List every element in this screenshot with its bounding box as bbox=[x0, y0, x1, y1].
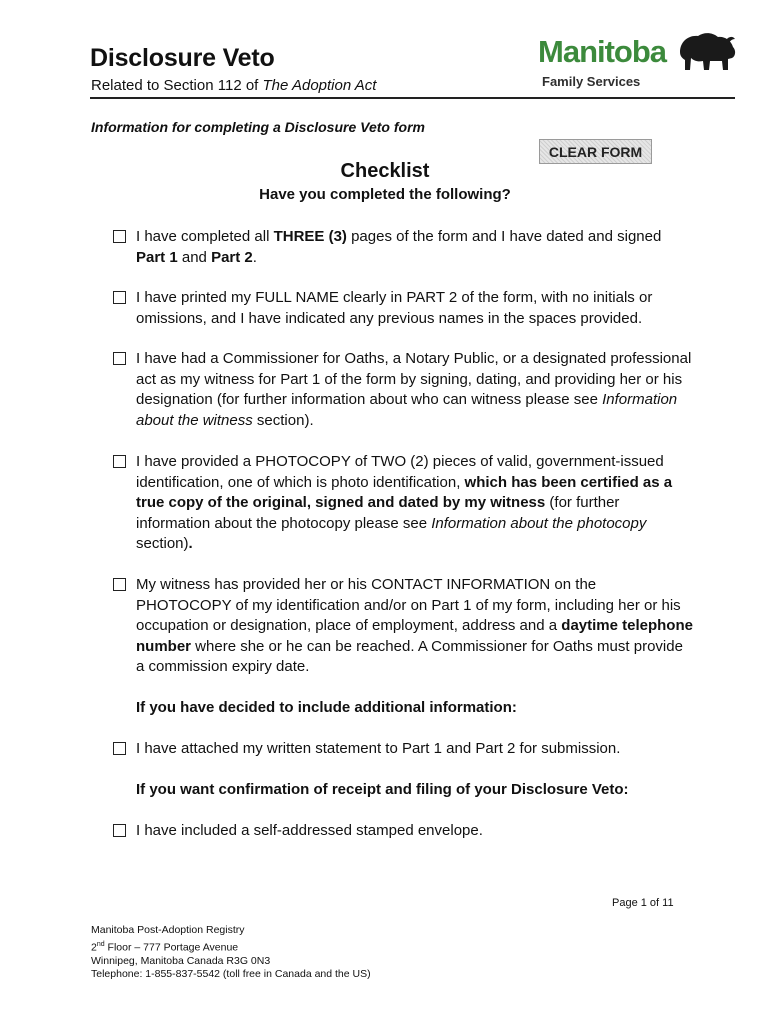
act-name: The Adoption Act bbox=[262, 77, 377, 94]
checklist-item-written-statement bbox=[113, 739, 693, 760]
item-text: I have attached my written statement to Part 1 and Part 2 for submission. bbox=[136, 740, 621, 757]
footer-address bbox=[91, 924, 371, 982]
item-text: I have included a self-addressed stamped envelope. bbox=[136, 822, 483, 839]
checkbox[interactable] bbox=[113, 352, 126, 365]
form-title: Disclosure Veto bbox=[90, 44, 275, 72]
item-text: I have had a Commissioner for Oaths, a Notary Public, or a designated professional act as my witness for Part 1 of the form by signing, dating, and providing her or his designation (for further information about who can witness please see Information about the witness section). bbox=[136, 350, 692, 429]
logo-wordmark: Manitoba bbox=[538, 34, 667, 69]
checklist-item-envelope bbox=[113, 821, 693, 842]
checklist-item-contact-info bbox=[113, 575, 693, 678]
checklist-item-full-name bbox=[113, 288, 693, 329]
info-heading: Information for completing a Disclosure Veto form bbox=[91, 119, 425, 135]
item-text: I have provided a PHOTOCOPY of TWO (2) pieces of valid, government-issued identification, one of which is photo identification, which has been certified as a true copy of the original, signed and dated by my witness (for further information about the photocopy please see Information about the photocopy section). bbox=[136, 453, 673, 553]
checkbox[interactable] bbox=[113, 578, 126, 591]
form-subtitle: Related to Section 112 of The Adoption Act bbox=[91, 77, 377, 94]
clear-form-button[interactable]: CLEAR FORM bbox=[539, 139, 652, 164]
checklist-item-witness bbox=[113, 349, 693, 431]
bison-icon bbox=[676, 30, 738, 74]
confirmation-heading: If you want confirmation of receipt and filing of your Disclosure Veto: bbox=[136, 781, 629, 798]
checklist-item-pages-signed bbox=[113, 227, 693, 268]
item-text: I have completed all THREE (3) pages of the form and I have dated and signed Part 1 and Part 2. bbox=[136, 228, 662, 266]
item-text: My witness has provided her or his CONTACT INFORMATION on the PHOTOCOPY of my identification and/or on Part 1 of my form, including her or his occupation or designation, place of employment, address and a daytime telephone number where she or he can be reached. A Commissioner for Oaths must provide a commission expiry date. bbox=[136, 576, 693, 676]
manitoba-logo bbox=[538, 30, 738, 94]
checkbox[interactable] bbox=[113, 230, 126, 243]
checkbox[interactable] bbox=[113, 455, 126, 468]
checkbox[interactable] bbox=[113, 742, 126, 755]
footer-phone: Telephone: 1-855-837-5542 (toll free in Canada and the US) bbox=[91, 968, 371, 981]
footer-street: 2nd Floor – 777 Portage Avenue bbox=[91, 940, 239, 954]
page-number: Page 1 of 11 bbox=[612, 897, 674, 909]
item-text: I have printed my FULL NAME clearly in PART 2 of the form, with no initials or omissions, and I have indicated any previous names in the spaces provided. bbox=[136, 289, 653, 327]
checklist-subtitle: Have you completed the following? bbox=[259, 186, 511, 203]
checkbox[interactable] bbox=[113, 291, 126, 304]
logo-department: Family Services bbox=[542, 74, 641, 89]
footer-org: Manitoba Post-Adoption Registry bbox=[91, 924, 245, 936]
checklist-title: Checklist bbox=[340, 160, 430, 182]
header-rule bbox=[90, 97, 735, 99]
checkbox[interactable] bbox=[113, 824, 126, 837]
footer-city: Winnipeg, Manitoba Canada R3G 0N3 bbox=[91, 954, 271, 967]
additional-info-heading: If you have decided to include additional information: bbox=[136, 699, 517, 716]
checklist-item-photocopy bbox=[113, 452, 693, 555]
